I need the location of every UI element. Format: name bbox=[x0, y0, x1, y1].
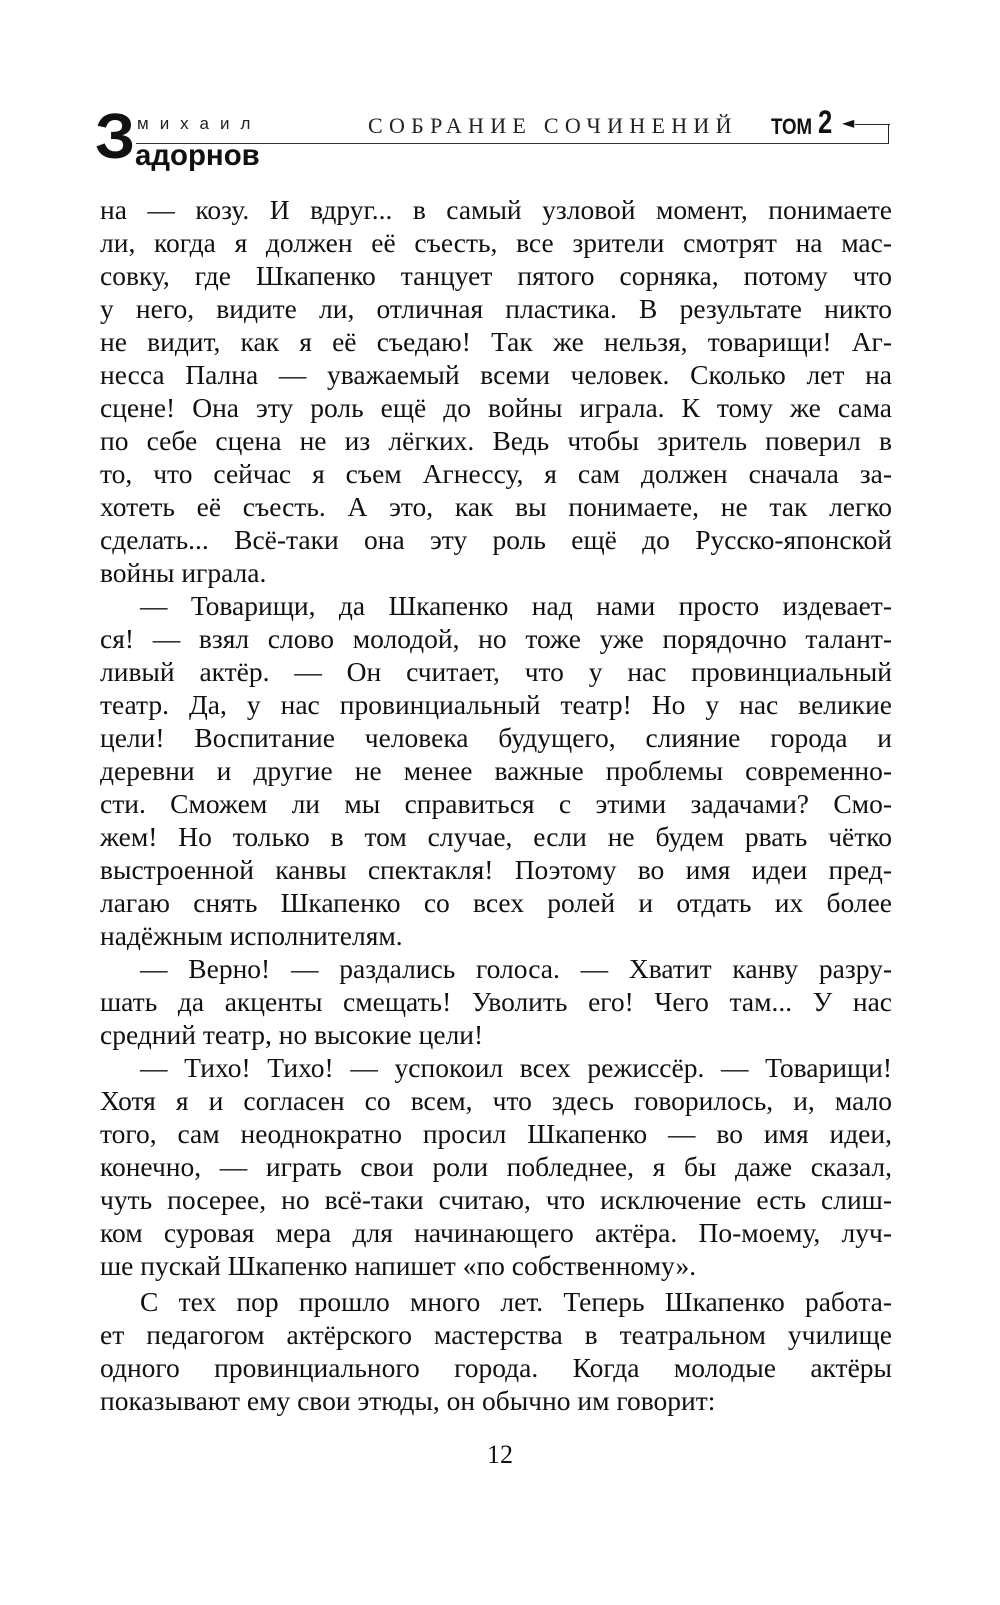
text-line: несса Пална — уважаемый всеми человек. Сколько лет на bbox=[100, 359, 892, 390]
text-line: не видит, как я её съедаю! Так же нельзя, товарищи! Аг- bbox=[100, 326, 892, 357]
text-line: ли, когда я должен её съесть, все зрители смотрят на мас- bbox=[100, 227, 892, 258]
text-line: С тех пор прошло много лет. Теперь Шкапенко работа- bbox=[140, 1286, 892, 1317]
text-line: выстроенной канвы спектакля! Поэтому во имя идеи пред- bbox=[100, 854, 892, 885]
author-last-name: адорнов bbox=[135, 139, 260, 172]
text-line: совку, где Шкапенко танцует пятого сорняка, потому что bbox=[100, 260, 892, 291]
text-line: средний театр, но высокие цели! bbox=[100, 1019, 484, 1050]
volume-number: 2 bbox=[818, 104, 833, 140]
text-line: сцене! Она эту роль ещё до войны играла. К тому же сама bbox=[100, 392, 892, 423]
text-line: шать да акценты смещать! Уволить его! Чего там... У нас bbox=[100, 986, 892, 1017]
volume-label: ТОМ bbox=[771, 114, 813, 139]
text-line: ся! — взял слово молодой, но тоже уже порядочно талант- bbox=[100, 623, 892, 654]
text-line: цели! Воспитание человека будущего, слияние города и bbox=[100, 722, 892, 753]
text-line: войны играла. bbox=[100, 557, 267, 588]
text-line: по себе сцена не из лёгких. Ведь чтобы зритель поверил в bbox=[100, 425, 892, 456]
text-line: надёжным исполнителям. bbox=[100, 920, 403, 951]
body-text bbox=[100, 193, 892, 1417]
text-line: конечно, — играть свои роли побледнее, я бы даже сказал, bbox=[100, 1151, 892, 1182]
text-line: сделать... Всё-таки она эту роль ещё до Русско-японской bbox=[100, 524, 892, 555]
text-line: жем! Но только в том случае, если не будем рвать чётко bbox=[100, 821, 892, 852]
text-line: ком суровая мера для начинающего актёра. По-моему, луч- bbox=[100, 1217, 892, 1248]
text-line: на — козу. И вдруг... в самый узловой момент, понимаете bbox=[100, 194, 892, 225]
text-line: хотеть её съесть. А это, как вы понимаете, не так легко bbox=[100, 491, 892, 522]
text-line: чуть посерее, но всё-таки считаю, что исключение есть слиш- bbox=[100, 1184, 892, 1215]
text-line: ливый актёр. — Он считает, что у нас провинциальный bbox=[100, 656, 892, 687]
text-line: того, сам неоднократно просил Шкапенко — во имя идеи, bbox=[100, 1118, 892, 1149]
text-line: у него, видите ли, отличная пластика. В результате никто bbox=[100, 293, 892, 324]
arrow-bracket bbox=[888, 124, 889, 144]
text-line: ет педагогом актёрского мастерства в театральном училище bbox=[100, 1319, 892, 1350]
text-line: лагаю снять Шкапенко со всех ролей и отдать их более bbox=[100, 887, 892, 918]
text-line: — Верно! — раздались голоса. — Хватит канву разру- bbox=[140, 953, 892, 984]
arrow-line bbox=[855, 124, 890, 125]
series-title: СОБРАНИЕ СОЧИНЕНИЙ bbox=[368, 113, 738, 138]
text-line: — Товарищи, да Шкапенко над нами просто издевает- bbox=[140, 590, 892, 621]
text-line: деревни и другие не менее важные проблемы современно- bbox=[100, 755, 892, 786]
text-line: ше пускай Шкапенко напишет «по собственному». bbox=[100, 1250, 697, 1281]
text-line: Хотя я и согласен со всем, что здесь говорилось, и, мало bbox=[100, 1085, 892, 1116]
text-line: сти. Сможем ли мы справиться с этими задачами? Смо- bbox=[100, 788, 892, 819]
text-line: — Тихо! Тихо! — успокоил всех режиссёр. — Товарищи! bbox=[140, 1052, 892, 1083]
page-number: 12 bbox=[487, 1440, 513, 1469]
text-line: показывают ему свои этюды, он обычно им говорит: bbox=[100, 1385, 716, 1416]
text-line: одного провинциального города. Когда молодые актёры bbox=[100, 1352, 892, 1383]
text-line: то, что сейчас я съем Агнессу, я сам должен сначала за- bbox=[100, 458, 892, 489]
arrow-left-icon: ◄ bbox=[842, 113, 855, 132]
author-initial: З bbox=[95, 100, 136, 172]
author-first-name: михаил bbox=[137, 114, 262, 133]
header-rule bbox=[136, 143, 889, 144]
text-line: театр. Да, у нас провинциальный театр! Но у нас великие bbox=[100, 689, 892, 720]
